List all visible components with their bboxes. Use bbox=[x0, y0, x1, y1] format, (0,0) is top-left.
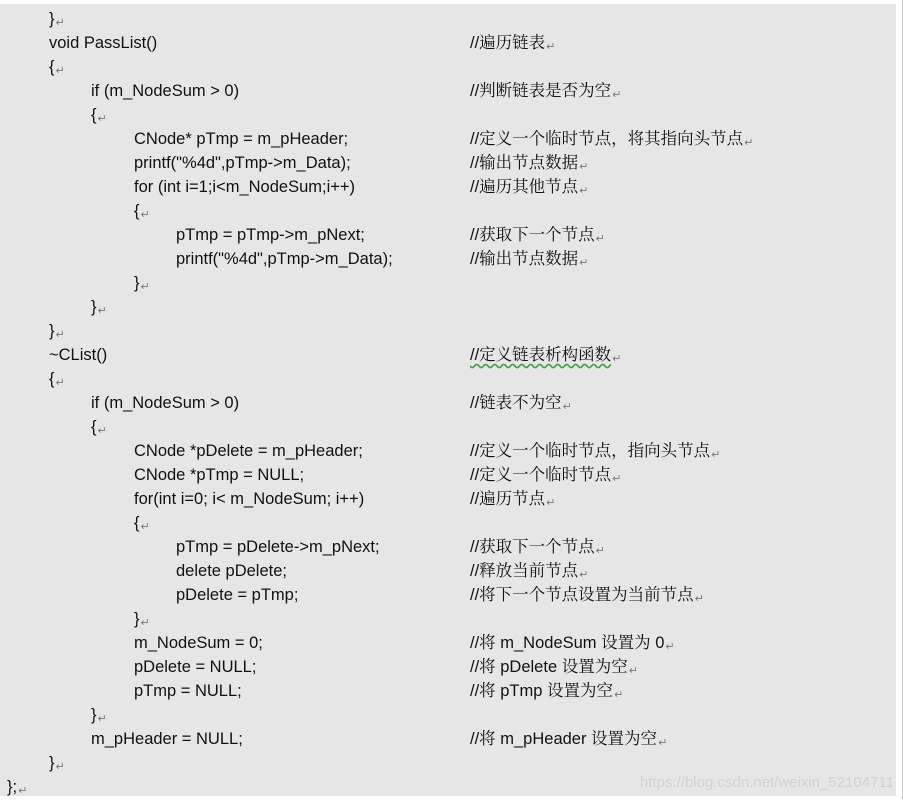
paragraph-mark-icon: ↵ bbox=[140, 281, 150, 293]
code-text bbox=[134, 487, 364, 511]
paragraph-mark-icon: ↵ bbox=[628, 665, 638, 677]
comment-text: //定义一个临时节点，将其指向头节点 bbox=[470, 130, 744, 148]
code-comment bbox=[470, 727, 667, 755]
code-text bbox=[134, 655, 256, 679]
code-text bbox=[176, 247, 393, 271]
code-statement: for (int i=1;i<m_NodeSum;i++) bbox=[134, 178, 356, 196]
code-text bbox=[91, 79, 239, 103]
code-statement: { bbox=[91, 106, 97, 124]
comment-text: //链表不为空 bbox=[470, 394, 562, 412]
code-text bbox=[91, 103, 107, 131]
comment-text: //将 pTmp 设置为空 bbox=[470, 682, 614, 700]
comment-text: //输出节点数据 bbox=[470, 250, 579, 268]
code-comment bbox=[470, 679, 623, 707]
code-statement: CNode *pDelete = m_pHeader; bbox=[134, 442, 363, 460]
code-comment bbox=[470, 343, 621, 371]
code-text bbox=[49, 343, 107, 367]
code-text bbox=[176, 583, 298, 607]
code-comment bbox=[470, 175, 588, 203]
code-text bbox=[176, 223, 365, 247]
comment-text: //遍历链表 bbox=[470, 34, 546, 52]
paragraph-mark-icon: ↵ bbox=[97, 305, 107, 317]
paragraph-mark-icon: ↵ bbox=[18, 785, 28, 797]
code-statement: m_pHeader = NULL; bbox=[91, 730, 243, 748]
code-statement: pDelete = NULL; bbox=[134, 658, 257, 676]
code-comment bbox=[470, 247, 588, 275]
code-text bbox=[176, 535, 380, 559]
paragraph-mark-icon: ↵ bbox=[546, 41, 556, 53]
code-text bbox=[134, 151, 351, 175]
paragraph-mark-icon: ↵ bbox=[546, 497, 556, 509]
code-text bbox=[91, 727, 243, 751]
code-statement: } bbox=[134, 610, 140, 628]
code-statement: if (m_NodeSum > 0) bbox=[91, 82, 240, 100]
code-statement: pTmp = NULL; bbox=[134, 682, 242, 700]
code-statement: } bbox=[91, 706, 97, 724]
paragraph-mark-icon: ↵ bbox=[55, 761, 65, 773]
paragraph-mark-icon: ↵ bbox=[694, 593, 704, 605]
paragraph-mark-icon: ↵ bbox=[97, 713, 107, 725]
paragraph-mark-icon: ↵ bbox=[140, 521, 150, 533]
code-statement: } bbox=[134, 274, 140, 292]
paragraph-mark-icon: ↵ bbox=[658, 737, 668, 749]
code-text bbox=[134, 631, 263, 655]
comment-text: //将 pDelete 设置为空 bbox=[470, 658, 628, 676]
comment-text: //遍历节点 bbox=[470, 490, 546, 508]
code-text bbox=[91, 415, 107, 443]
code-statement: }; bbox=[7, 778, 18, 796]
code-statement: } bbox=[49, 322, 55, 340]
paragraph-mark-icon: ↵ bbox=[97, 113, 107, 125]
comment-text: //输出节点数据 bbox=[470, 154, 579, 172]
paragraph-mark-icon: ↵ bbox=[612, 473, 622, 485]
code-statement: void PassList() bbox=[49, 34, 158, 52]
comment-text: //释放当前节点 bbox=[470, 562, 579, 580]
paragraph-mark-icon: ↵ bbox=[595, 545, 605, 557]
paragraph-mark-icon: ↵ bbox=[665, 641, 675, 653]
code-text bbox=[134, 679, 242, 703]
paragraph-mark-icon: ↵ bbox=[55, 329, 65, 341]
paragraph-mark-icon: ↵ bbox=[579, 569, 589, 581]
paragraph-mark-icon: ↵ bbox=[612, 89, 622, 101]
comment-text: //判断链表是否为空 bbox=[470, 82, 612, 100]
code-statement: { bbox=[134, 514, 140, 532]
code-statement: CNode *pTmp = NULL; bbox=[134, 466, 305, 484]
code-text bbox=[49, 367, 65, 395]
code-statement: { bbox=[134, 202, 140, 220]
code-text bbox=[49, 31, 157, 55]
code-text bbox=[134, 463, 304, 487]
code-statement: pTmp = pDelete->m_pNext; bbox=[176, 538, 380, 556]
code-statement: printf("%4d",pTmp->m_Data); bbox=[176, 250, 393, 268]
code-text bbox=[176, 559, 287, 583]
paragraph-mark-icon: ↵ bbox=[140, 209, 150, 221]
code-comment bbox=[470, 487, 555, 515]
comment-text: //定义链表析构函数 bbox=[470, 346, 612, 364]
paragraph-mark-icon: ↵ bbox=[55, 17, 65, 29]
code-text bbox=[49, 751, 65, 779]
code-statement: CNode* pTmp = m_pHeader; bbox=[134, 130, 349, 148]
code-statement: ~CList() bbox=[49, 346, 108, 364]
paragraph-mark-icon: ↵ bbox=[579, 257, 589, 269]
paragraph-mark-icon: ↵ bbox=[614, 689, 624, 701]
comment-text: //将下一个节点设置为当前节点 bbox=[470, 586, 694, 604]
comment-text: //获取下一个节点 bbox=[470, 538, 595, 556]
code-comment bbox=[470, 583, 704, 611]
comment-text: //将 m_NodeSum 设置为 0 bbox=[470, 634, 665, 652]
code-text bbox=[91, 295, 107, 323]
paragraph-mark-icon: ↵ bbox=[97, 425, 107, 437]
paragraph-mark-icon: ↵ bbox=[744, 137, 754, 149]
code-text bbox=[91, 391, 239, 415]
code-statement: { bbox=[49, 370, 55, 388]
code-comment bbox=[470, 31, 555, 59]
paragraph-mark-icon: ↵ bbox=[612, 353, 622, 365]
paragraph-mark-icon: ↵ bbox=[579, 185, 589, 197]
comment-text: //获取下一个节点 bbox=[470, 226, 595, 244]
comment-text: //定义一个临时节点 bbox=[470, 466, 612, 484]
code-statement: { bbox=[91, 418, 97, 436]
code-comment bbox=[470, 391, 572, 419]
code-text bbox=[134, 127, 348, 151]
code-statement: } bbox=[91, 298, 97, 316]
paragraph-mark-icon: ↵ bbox=[55, 65, 65, 77]
code-statement: if (m_NodeSum > 0) bbox=[91, 394, 240, 412]
paragraph-mark-icon: ↵ bbox=[579, 161, 589, 173]
code-comment bbox=[470, 79, 621, 107]
paragraph-mark-icon: ↵ bbox=[711, 449, 721, 461]
code-text bbox=[134, 199, 150, 227]
code-text bbox=[134, 175, 355, 199]
code-statement: m_NodeSum = 0; bbox=[134, 634, 263, 652]
paragraph-mark-icon: ↵ bbox=[562, 401, 572, 413]
watermark: https://blog.csdn.net/weixin_52104711 bbox=[639, 774, 894, 791]
code-statement: } bbox=[49, 754, 55, 772]
comment-text: //定义一个临时节点，指向头节点 bbox=[470, 442, 711, 460]
paragraph-mark-icon: ↵ bbox=[595, 233, 605, 245]
code-statement: pTmp = pTmp->m_pNext; bbox=[176, 226, 365, 244]
code-statement: printf("%4d",pTmp->m_Data); bbox=[134, 154, 351, 172]
code-statement: delete pDelete; bbox=[176, 562, 287, 580]
code-text bbox=[49, 55, 65, 83]
comment-text: //遍历其他节点 bbox=[470, 178, 579, 196]
paragraph-mark-icon: ↵ bbox=[140, 617, 150, 629]
code-statement: } bbox=[49, 10, 55, 28]
code-statement: { bbox=[49, 58, 55, 76]
paragraph-mark-icon: ↵ bbox=[55, 377, 65, 389]
code-text bbox=[134, 439, 363, 463]
code-statement: pDelete = pTmp; bbox=[176, 586, 299, 604]
code-statement: for(int i=0; i< m_NodeSum; i++) bbox=[134, 490, 365, 508]
code-text bbox=[134, 511, 150, 539]
comment-text: //将 m_pHeader 设置为空 bbox=[470, 730, 658, 748]
code-text bbox=[134, 271, 150, 299]
